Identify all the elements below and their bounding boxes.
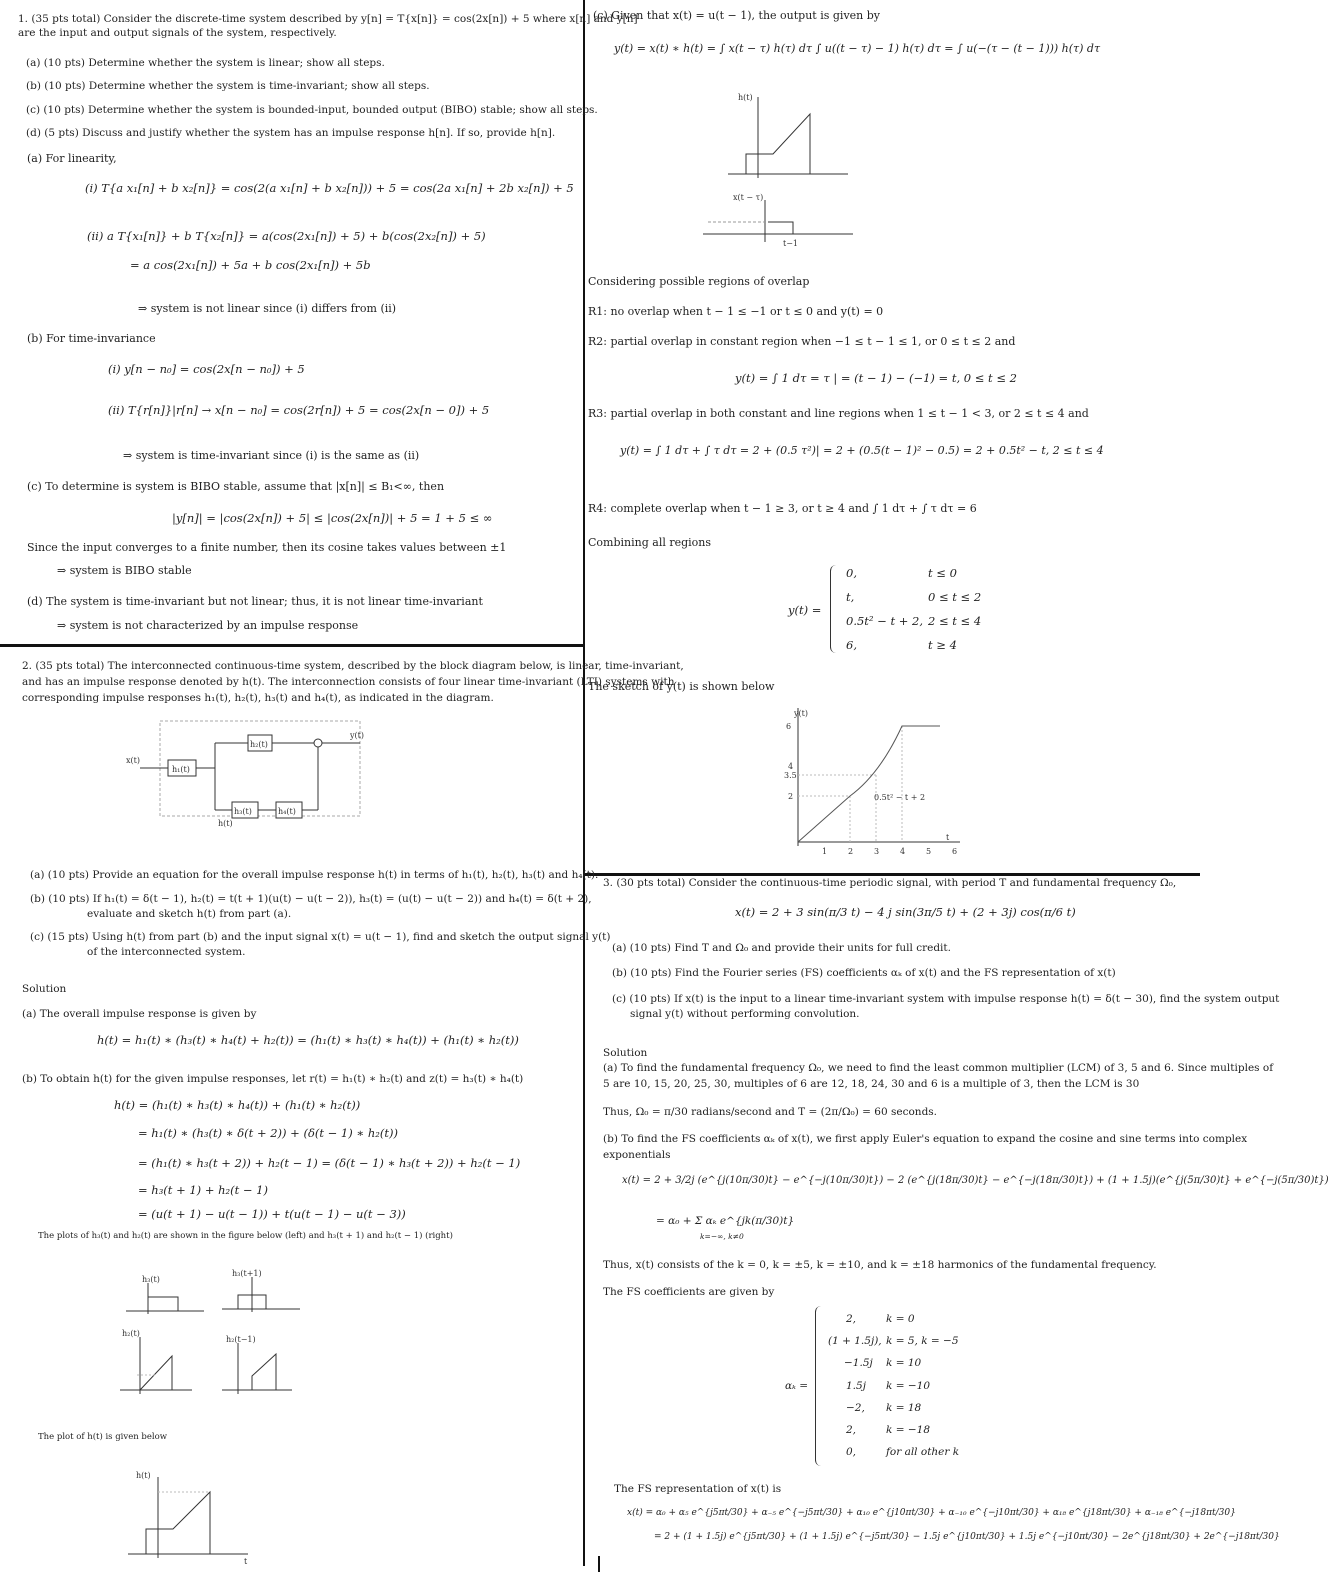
- plot-h3-shifted-label: h₃(t+1): [232, 1269, 262, 1278]
- p1-d-conclusion: ⇒ system is not characterized by an impulse response: [57, 619, 359, 632]
- p3-rep-eq-1: x(t) = α₀ + α₅ e^{j5πt/30} + α₋₅ e^{−j5πt/30} + α₁₀ e^{j10πt/30} + α₋₁₀ e^{−j10πt/30} + α₁₈ e^{j18πt/30} + α₋₁₈ e^{−j18πt/30}: [627, 1508, 1236, 1518]
- bd-h1-label: h₁(t): [172, 765, 190, 774]
- p3-eq: x(t) = 2 + 3 sin(π/3 t) − 4 j sin(3π/5 t) + (2 + 3j) cos(π/6 t): [735, 905, 1076, 919]
- y-tick-4: 4: [788, 762, 794, 771]
- p3-prompt: 3. (30 pts total) Consider the continuous-time periodic signal, with period T and fundamental frequency Ω₀,: [603, 877, 1177, 889]
- p2-a-heading: (a) The overall impulse response is given by: [22, 1008, 257, 1020]
- p1-question-c: (c) (10 pts) Determine whether the system is bounded-input, bounded output (BIBO) stable; show all steps.: [26, 104, 598, 116]
- plot-h-t-label: t: [244, 1557, 248, 1566]
- p2-b-heading: (b) To obtain h(t) for the given impulse responses, let r(t) = h₁(t) ∗ h₂(t) and z(t) = h₃(t) ∗ h₄(t): [22, 1073, 524, 1085]
- p3-rep-eq-2: = 2 + (1 + 1.5j) e^{j5πt/30} + (1 + 1.5j) e^{−j5πt/30} − 1.5j e^{j10πt/30} + 1.5j e^{−j10πt/30} − 2e^{j18πt/30} + 2e^{−j18πt/30}: [654, 1532, 1280, 1542]
- plot-y-label: y(t): [794, 709, 808, 718]
- coef-row-4-value: −2,: [846, 1402, 865, 1414]
- plot-h3-shifted: [222, 1269, 302, 1318]
- p3-b-sum-limits: k=−∞, k≠0: [700, 1232, 744, 1241]
- coef-row-5-value: 2,: [846, 1424, 857, 1436]
- plot-y-t-label: t: [946, 833, 950, 842]
- plot-h2-label: h₂(t): [122, 1329, 140, 1338]
- p3-question-b: (b) (10 pts) Find the Fourier series (FS) coefficients αₖ of x(t) and the FS representation of x(t): [612, 967, 1116, 979]
- p2c-sketch-note: The sketch of y(t) is shown below: [588, 680, 775, 693]
- p2c-r1: R1: no overlap when t − 1 ≤ −1 or t ≤ 0 and y(t) = 0: [588, 305, 884, 318]
- coef-row-2-value: −1.5j: [844, 1357, 873, 1369]
- plot-y: [780, 704, 965, 864]
- plot-h3-label: h₃(t): [142, 1275, 160, 1284]
- y-curve: [798, 726, 940, 842]
- p3-rep-heading: The FS representation of x(t) is: [614, 1483, 782, 1495]
- pw-row-0-cond: t ≤ 0: [928, 566, 957, 580]
- p1-a-conclusion: ⇒ system is not linear since (i) differs from (ii): [138, 302, 397, 315]
- p2c-regions: Considering possible regions of overlap: [588, 275, 810, 288]
- p3-coef-brace: [815, 1306, 824, 1466]
- p2c-r2-eq: y(t) = ∫ 1 dτ = τ | = (t − 1) − (−1) = t, 0 ≤ t ≤ 2: [735, 371, 1017, 385]
- p3-question-c: (c) (10 pts) If x(t) is the input to a linear time-invariant system with impulse response h(t) = δ(t − 30), find the system output: [612, 993, 1280, 1005]
- p3-solution-label: Solution: [603, 1047, 648, 1059]
- p3-a-line-2: 5 are 10, 15, 20, 25, 30, multiples of 6 are 12, 18, 24, 30 and 6 is a multiple of 3, then the LCM is 30: [603, 1078, 1140, 1090]
- p2-b-eq-5: = (u(t + 1) − u(t − 1)) + t(u(t − 1) − u(t − 3)): [138, 1207, 406, 1221]
- p1-c-conclusion: ⇒ system is BIBO stable: [57, 564, 192, 577]
- p3-question-c-2: signal y(t) without performing convolution.: [630, 1008, 860, 1020]
- coef-row-6-cond: for all other k: [886, 1446, 960, 1458]
- plot-x-flipped-tick: t−1: [783, 239, 799, 248]
- coef-row-6-value: 0,: [846, 1446, 857, 1458]
- coef-row-3-value: 1.5j: [846, 1380, 866, 1392]
- p2-question-c: (c) (15 pts) Using h(t) from part (b) and the input signal x(t) = u(t − 1), find and sketch the output signal y(t): [30, 931, 611, 943]
- plot-h-right-label: h(t): [738, 93, 753, 102]
- p1-question-b: (b) (10 pts) Determine whether the system is time-invariant; show all steps.: [26, 80, 430, 92]
- p2-question-b-2: evaluate and sketch h(t) from part (a).: [87, 908, 292, 920]
- p3-harmonics: Thus, x(t) consists of the k = 0, k = ±5, k = ±10, and k = ±18 harmonics of the fundamental frequency.: [603, 1259, 1157, 1271]
- p2-b-eq-4: = h₃(t + 1) + h₂(t − 1): [138, 1183, 268, 1197]
- p2c-r3: R3: partial overlap in both constant and line regions when 1 ≤ t − 1 < 3, or 2 ≤ t ≤ 4 and: [588, 407, 1089, 420]
- block-diagram: [120, 718, 380, 828]
- plot-x-flipped: [703, 192, 863, 252]
- x-tick-2: 2: [848, 847, 854, 856]
- p3-a-line-3: Thus, Ω₀ = π/30 radians/second and T = (2π/Ω₀) = 60 seconds.: [603, 1106, 938, 1118]
- p2c-r2: R2: partial overlap in constant region when −1 ≤ t − 1 ≤ 1, or 0 ≤ t ≤ 2 and: [588, 335, 1016, 348]
- p2-a-eq: h(t) = h₁(t) ∗ (h₃(t) ∗ h₄(t) + h₂(t)) = (h₁(t) ∗ h₃(t) ∗ h₄(t)) + (h₁(t) ∗ h₂(t)): [97, 1033, 519, 1047]
- bd-input-label: x(t): [126, 756, 140, 765]
- p2-question-c-2: of the interconnected system.: [87, 946, 246, 958]
- p2c-r3-eq: y(t) = ∫ 1 dτ + ∫ τ dτ = 2 + (0.5 τ²)| = 2 + (0.5(t − 1)² − 0.5) = 2 + 0.5t² − t, 2 ≤ t ≤ 4: [620, 444, 1104, 457]
- pw-row-1-value: t,: [846, 590, 855, 604]
- y-tick-2: 2: [788, 792, 794, 801]
- bd-h2-label: h₂(t): [250, 740, 268, 749]
- plot-h2-shifted-label: h₂(t−1): [226, 1335, 256, 1344]
- p2-prompt: 2. (35 pts total) The interconnected continuous-time system, described by the block diagram below, is linear, time-invariant,: [22, 660, 684, 672]
- y-tick-3-5: 3.5: [784, 771, 797, 780]
- pw-row-2-value: 0.5t² − t + 2,: [846, 614, 924, 628]
- p1-a-eq-ii: (ii) a T{x₁[n]} + b T{x₂[n]} = a(cos(2x₁[n]) + 5) + b(cos(2x₂[n]) + 5): [87, 229, 486, 243]
- p3-coef-heading: The FS coefficients are given by: [603, 1286, 775, 1298]
- bd-summing-junction: [314, 739, 322, 747]
- p3-a-line-1: (a) To find the fundamental frequency Ω₀, we need to find the least common multiplier (LCM) of 3, 5 and 6. Since multiples of: [603, 1062, 1274, 1074]
- pw-row-3-value: 6,: [846, 638, 857, 652]
- section-divider-1-2: [0, 644, 583, 647]
- p1-d-heading: (d) The system is time-invariant but not linear; thus, it is not linear time-invariant: [27, 595, 483, 608]
- p2-question-b: (b) (10 pts) If h₁(t) = δ(t − 1), h₂(t) = t(t + 1)(u(t) − u(t − 2)), h₃(t) = (u(t) − u(t − 2)) and h₄(t) = δ(t + 2),: [30, 893, 592, 905]
- p1-c-eq: |y[n]| = |cos(2x[n]) + 5| ≤ |cos(2x[n])| + 5 = 1 + 5 ≤ ∞: [172, 511, 493, 525]
- p1-b-eq-ii: (ii) T{r[n]}|r[n] → x[n − n₀] = cos(2r[n]) + 5 = cos(2x[n − 0]) + 5: [108, 403, 490, 417]
- section-divider-2c-3: [585, 873, 1200, 876]
- p2c-r4: R4: complete overlap when t − 1 ≥ 3, or t ≥ 4 and ∫ 1 dτ + ∫ τ dτ = 6: [588, 502, 977, 515]
- plot-y-curve-label: 0.5t² − t + 2: [874, 793, 926, 802]
- plot-h3: [126, 1275, 206, 1318]
- p1-prompt-2: are the input and output signals of the system, respectively.: [18, 27, 337, 39]
- plot-h2-shifted: [222, 1335, 302, 1396]
- p3-b-line-2: exponentials: [603, 1149, 671, 1161]
- pw-row-3-cond: t ≥ 4: [928, 638, 957, 652]
- coef-row-1-cond: k = 5, k = −5: [886, 1335, 959, 1347]
- p1-a-eq-ii-2: = a cos(2x₁[n]) + 5a + b cos(2x₁[n]) + 5b: [130, 258, 371, 272]
- x-tick-6: 6: [952, 847, 958, 856]
- p3-question-a: (a) (10 pts) Find T and Ω₀ and provide their units for full credit.: [612, 942, 951, 954]
- coef-row-0-cond: k = 0: [886, 1313, 915, 1325]
- p1-c-heading: (c) To determine is system is BIBO stable, assume that |x[n]| ≤ B₁<∞, then: [27, 480, 445, 493]
- coef-row-2-cond: k = 10: [886, 1357, 922, 1369]
- coef-row-1-value: (1 + 1.5j),: [828, 1335, 882, 1347]
- p2-b-eq-1: h(t) = (h₁(t) ∗ h₃(t) ∗ h₄(t)) + (h₁(t) ∗ h₂(t)): [114, 1098, 361, 1112]
- coef-row-3-cond: k = −10: [886, 1380, 930, 1392]
- pw-row-0-value: 0,: [846, 566, 857, 580]
- p2-b-eq-2: = h₁(t) ∗ (h₃(t) ∗ δ(t + 2)) + (δ(t − 1) ∗ h₂(t)): [138, 1126, 398, 1140]
- coef-row-0-value: 2,: [846, 1313, 857, 1325]
- p3-alpha-label: αₖ =: [785, 1380, 809, 1392]
- p2-prompt-2: and has an impulse response denoted by h(t). The interconnection consists of four linear time-invariant (LTI) systems with: [22, 676, 675, 688]
- plot-h-right: [728, 94, 858, 184]
- coef-row-4-cond: k = 18: [886, 1402, 922, 1414]
- page-bottom-mark: [598, 1556, 600, 1572]
- p3-b-line-1: (b) To find the FS coefficients αₖ of x(t), we first apply Euler's equation to expand the cosine and sine terms into complex: [603, 1133, 1248, 1145]
- plot-h: [128, 1471, 258, 1566]
- bd-h-label: h(t): [218, 819, 233, 828]
- p1-b-conclusion: ⇒ system is time-invariant since (i) is the same as (ii): [123, 449, 420, 462]
- x-tick-3: 3: [874, 847, 880, 856]
- plot-h-label: h(t): [136, 1471, 151, 1480]
- p2c-heading: (c) Given that x(t) = u(t − 1), the output is given by: [593, 9, 880, 22]
- plot-x-flipped-label: x(t − τ): [733, 193, 764, 202]
- p2-question-a: (a) (10 pts) Provide an equation for the overall impulse response h(t) in terms of h₁(t), h₂(t), h₃(t) and h₄(t).: [30, 869, 599, 881]
- p1-c-note: Since the input converges to a finite number, then its cosine takes values between ±1: [27, 541, 507, 554]
- bd-h3-label: h₃(t): [234, 807, 252, 816]
- p1-question-d: (d) (5 pts) Discuss and justify whether the system has an impulse response h[n]. If so, provide h[n].: [26, 127, 556, 139]
- p1-b-heading: (b) For time-invariance: [27, 332, 156, 345]
- bd-output-label: y(t): [350, 731, 364, 740]
- p2c-pw-brace: [830, 565, 839, 653]
- p2-plots-note: The plots of h₃(t) and h₂(t) are shown in the figure below (left) and h₃(t + 1) and h₂(t − 1) (right): [38, 1231, 453, 1241]
- p2-solution-label: Solution: [22, 983, 67, 995]
- p1-prompt: 1. (35 pts total) Consider the discrete-time system described by y[n] = T{x[n]} = cos(2x[n]) + 5 where x[n] and y[n]: [18, 13, 638, 25]
- p3-b-eq-1: x(t) = 2 + 3/2j (e^{j(10π/30)t} − e^{−j(10π/30)t}) − 2 (e^{j(18π/30)t} − e^{−j(18π/30)t}) + (1 + 1.5j)(e^{j(5π/30)t} + e^{−j(5π/30)t}): [622, 1175, 1329, 1186]
- bd-h4-label: h₄(t): [278, 807, 296, 816]
- p1-question-a: (a) (10 pts) Determine whether the system is linear; show all steps.: [26, 57, 385, 69]
- p2-h-note: The plot of h(t) is given below: [38, 1432, 167, 1442]
- p2c-eq: y(t) = x(t) ∗ h(t) = ∫ x(t − τ) h(τ) dτ ∫ u((t − τ) − 1) h(τ) dτ = ∫ u(−(τ − (t − 1))) h(τ) dτ: [614, 42, 1101, 55]
- column-divider: [583, 0, 585, 1566]
- p3-b-eq-2: = α₀ + Σ αₖ e^{jk(π/30)t}: [656, 1215, 795, 1227]
- p2-b-eq-3: = (h₁(t) ∗ h₃(t + 2)) + h₂(t − 1) = (δ(t − 1) ∗ h₃(t + 2)) + h₂(t − 1): [138, 1156, 521, 1170]
- x-tick-4: 4: [900, 847, 906, 856]
- pw-row-1-cond: 0 ≤ t ≤ 2: [928, 590, 982, 604]
- p1-b-eq-i: (i) y[n − n₀] = cos(2x[n − n₀]) + 5: [108, 362, 305, 376]
- p2c-combine: Combining all regions: [588, 536, 712, 549]
- p2-prompt-3: corresponding impulse responses h₁(t), h₂(t), h₃(t) and h₄(t), as indicated in the diagram.: [22, 692, 494, 704]
- x-tick-5: 5: [926, 847, 932, 856]
- p1-a-heading: (a) For linearity,: [27, 152, 117, 165]
- p2c-pw-label: y(t) =: [788, 603, 822, 617]
- x-tick-1: 1: [822, 847, 828, 856]
- coef-row-5-cond: k = −18: [886, 1424, 930, 1436]
- y-tick-6: 6: [786, 722, 792, 731]
- pw-row-2-cond: 2 ≤ t ≤ 4: [928, 614, 982, 628]
- p1-a-eq-i: (i) T{a x₁[n] + b x₂[n]} = cos(2(a x₁[n] + b x₂[n])) + 5 = cos(2a x₁[n] + 2b x₂[n]) + 5: [85, 181, 574, 195]
- plot-h2: [120, 1329, 200, 1396]
